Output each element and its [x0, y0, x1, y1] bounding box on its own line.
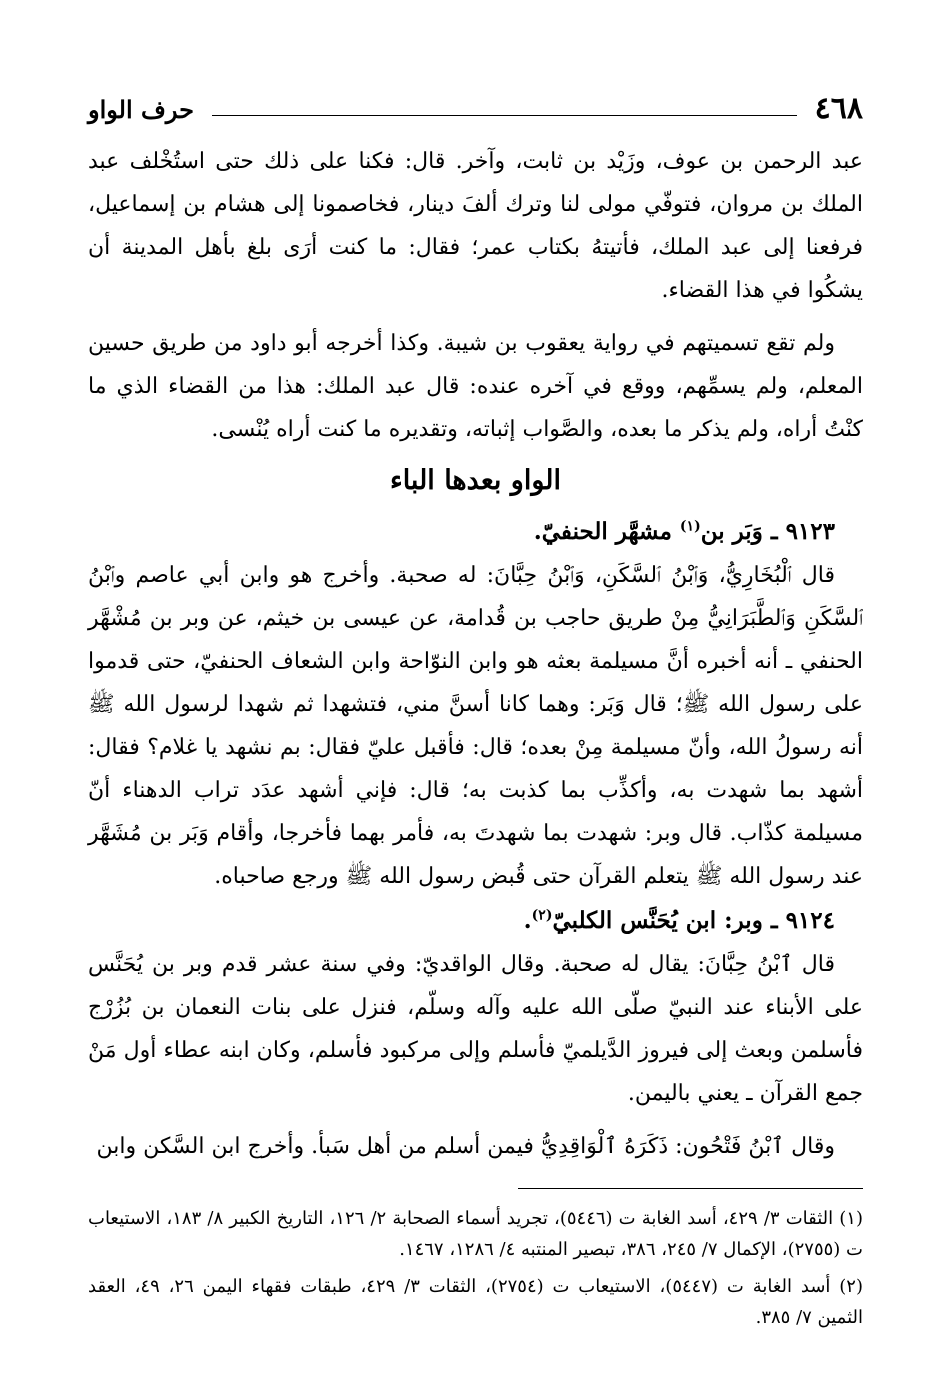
- entry-body-9123: قال ٱلْبُخَارِيُّ، وَٱبْنُ ٱلسَّكَنِ، وَٱبْنُ حِبَّانَ: له صحبة. وأخرج هو وابن أبي عاصم وٱبْنُ ٱلسَّكَنِ وَٱلطَّبَرَانِيُّ مِنْ طريق حاجب بن قُدامة، عن عيسى بن خيثم، عن وبر بن مُشْهَّر الحنفي ـ أنه أخبره أنَّ مسيلمة بعثه هو وابن النوّاحة وابن الشعاف الحنفيّ، حتى قدموا على رسول الله ﷺ؛ قال وَبَر: وهما كانا أسنَّ مني، فتشهدا ثم شهدا لرسول الله ﷺ أنه رسولُ الله، وأنّ مسيلمة مِنْ بعده؛ قال: فأقبل عليّ فقال: بم نشهد يا غلام؟ فقال: أشهد بما شهدت به، وأكذِّب بما كذبت به؛ قال: فإني أشهد عدَد تراب الدهناء أنّ مسيلمة كذّاب. قال وبر: شهدت بما شهدتَ به، فأمر بهما فأخرجا، وأقام وَبَر بن مُشَهَّر عند رسول الله ﷺ يتعلم القرآن حتى قُبض رسول الله ﷺ ورجع صاحباه.: [88, 563, 863, 889]
- entry-body-9124: قال ٱبْنُ حِبَّانَ: يقال له صحبة. وقال الواقديّ: وفي سنة عشر قدم وبر بن يُحَنَّس على الأبناء عند النبيّ صلّى الله عليه وآله وسلّم، فنزل على بنات النعمان بن بُزُرْج فأسلمن وبعث إلى فيروز الدَّيلميّ فأسلم وإلى مركبود فأسلم، وكان ابنه عطاء أول مَنْ جمع القرآن ـ يعني باليمن.: [88, 952, 863, 1106]
- footnote-2: (٢) أسد الغابة ت (٥٤٤٧)، الاستيعاب ت (٢٧٥٤)، الثقات ٣/ ٤٢٩، طبقات فقهاء اليمن ٢٦، ٤٩، العقد الثمين ٧/ ٣٨٥.: [88, 1276, 863, 1328]
- section-label: حرف الواو: [88, 95, 194, 124]
- footnote-rule: [518, 1188, 863, 1189]
- book-page: [88, 88, 863, 1333]
- footnote-ref[interactable]: (٢): [531, 907, 553, 924]
- entry-dash: ـ: [762, 518, 786, 545]
- entry-name-rest: مشهَّر الحنفيّ.: [533, 518, 680, 545]
- header-rule: [212, 115, 797, 116]
- entry-heading-9123: [88, 509, 863, 554]
- footnote-1: (١) الثقات ٣/ ٤٢٩، أسد الغابة ت (٥٤٤٦)، تجريد أسماء الصحابة ٢/ ١٢٦، التاريخ الكبير ٨/ ١٨٣، الاستيعاب ت (٢٧٥٥)، الإكمال ٧/ ٢٤٥، ٣٨٦، تبصير المنتبه ٤/ ١٢٨٦، ١٤٦٧.: [88, 1208, 863, 1260]
- entry-dash: ـ: [762, 907, 786, 934]
- entry-name: وبر: ابن يُحَنَّس الكلبيّ: [552, 907, 763, 934]
- entry-heading-9124: [88, 898, 863, 943]
- chapter-title: الواو بعدها الباء: [390, 465, 561, 496]
- running-header: [88, 88, 863, 124]
- entry-body-9124-continued: وقال ٱبْنُ فَتْحُون: ذَكَرَهُ ٱلْوَاقِدِيُّ فيمن أسلم من أهل سَبأ. وأخرج ابن السَّكن وابن: [96, 1134, 835, 1159]
- paragraph-continued: عبد الرحمن بن عوف، وزَيْد بن ثابت، وآخر. قال: فكنا على ذلك حتى استُخْلف عبد الملك بن مروان، فتوفّي مولى لنا وترك ألفَ دينار، فخاصمونا إلى هشام بن إسماعيل، فرفعنا إلى عبد الملك، فأتيتهُ بكتاب عمر؛ فقال: ما كنت أرَى بلغ بأهل المدينة أن يشكُوا في هذا القضاء.: [88, 149, 863, 303]
- entry-name-rest: .: [523, 907, 532, 934]
- entry-number: ٩١٢٤: [785, 907, 835, 934]
- footnote-ref[interactable]: (١): [679, 518, 701, 535]
- paragraph-note: ولم تقع تسميتهم في رواية يعقوب بن شيبة. وكذا أخرجه أبو داود من طريق حسين المعلم، ولم يسمِّهم، ووقع في آخره عنده: قال عبد الملك: هذا من القضاء الذي ما كنْتُ أراه، ولم يذكر ما بعده، والصَّواب إثباته، وتقديره ما كنت أراه يُنْسى.: [88, 331, 863, 442]
- entry-number: ٩١٢٣: [785, 518, 835, 545]
- page-number: ٤٦٨: [814, 91, 863, 126]
- entry-name: وَبَر بن: [700, 518, 763, 545]
